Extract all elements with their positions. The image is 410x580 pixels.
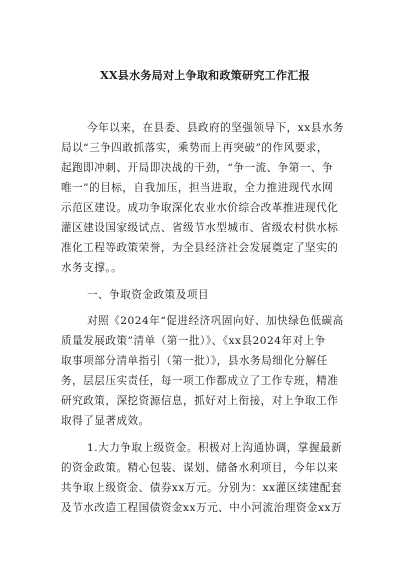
body-line: 示范区建设。成功争取深化农业水价综合改革推进现代化	[61, 202, 339, 214]
body-line: 起跑即冲刺、开局即决战的干劲，“争一流、争第一、争	[61, 162, 334, 174]
body-line: 今年以来，在县委、县政府的坚强领导下，xx县水务	[87, 122, 345, 134]
body-line: 对照《2024年“促进经济巩固向好、加快绿色低碳高	[87, 315, 344, 327]
body-line: 及节水改造工程国债资金xx万元、中小河流治理资金xx万	[61, 502, 343, 514]
body-line: 水务支撑。。	[61, 262, 123, 274]
body-line: 研究政策，深挖资源信息，抓好对上衔接，对上争取工作	[61, 395, 339, 407]
body-line: 务，层层压实责任，每一项工作都成立了工作专班，精准	[61, 375, 339, 387]
body-line: 1.大力争取上级资金。积极对上沟通协调，掌握最新	[87, 442, 343, 454]
body-line: 灌区建设国家级试点、省级节水型城市、省级农村供水标	[61, 222, 339, 234]
body-line: 局以“三争四敢抓落实，乘势而上再突破”的作风要求，	[61, 142, 328, 154]
body-line: 唯一”的目标，自我加压，担当进取，全力推进现代水网	[61, 182, 334, 194]
document-title: XX县水务局对上争取和政策研究工作汇报	[100, 69, 310, 82]
body-line: 取得了显著成效。	[61, 415, 150, 427]
body-line: 质量发展政策”清单（第一批）》、《xx县2024年对上争	[61, 335, 326, 347]
body-line: 共争取上级资金、债券xx万元。分别为：xx灌区续建配套	[61, 482, 343, 494]
section-heading: 一、争取资金政策及项目	[87, 289, 210, 301]
body-line: 取事项部分清单指引（第一批）》，县水务局细化分解任	[61, 355, 328, 367]
body-line: 准化工程等政策荣誉，为全县经济社会发展奠定了坚实的	[61, 242, 339, 254]
body-line: 的资金政策。精心包装、谋划、储备水利项目，今年以来	[61, 462, 339, 474]
